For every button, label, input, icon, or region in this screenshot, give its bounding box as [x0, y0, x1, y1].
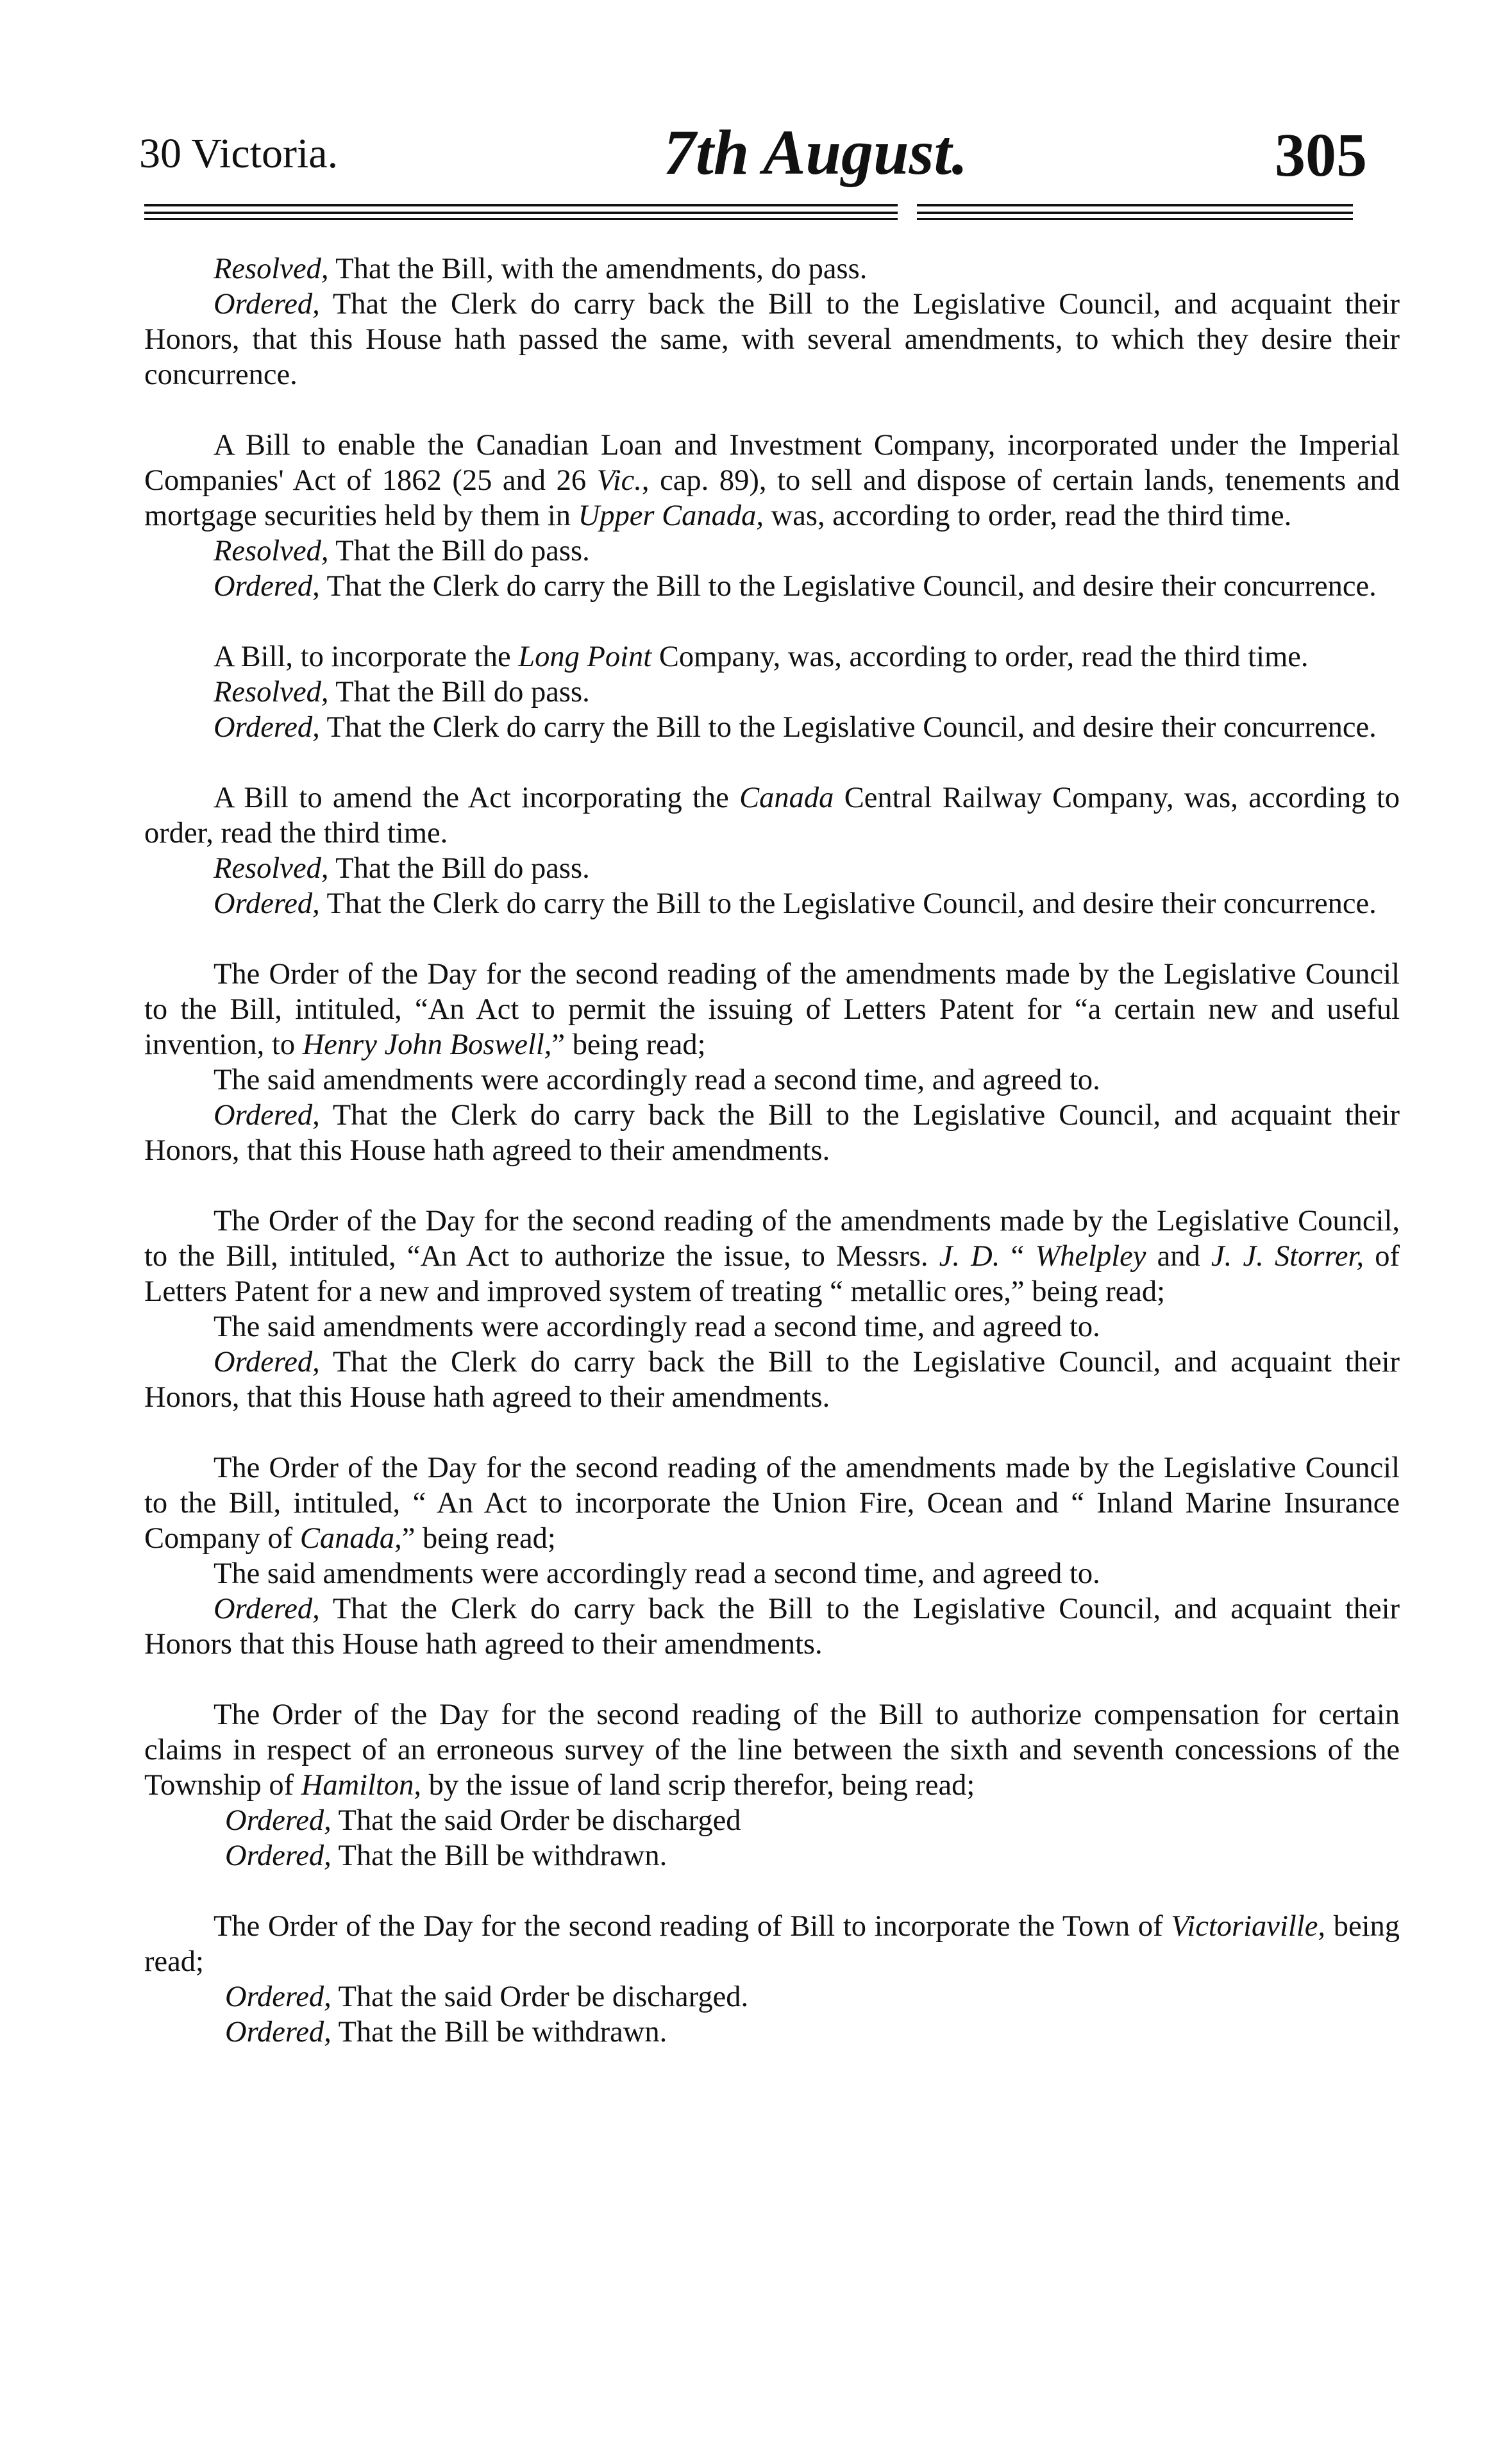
header-rule-right — [917, 204, 1353, 221]
ordered-text: That the Clerk do carry the Bill to the Legislative Council, and desire their concurrence. — [319, 887, 1377, 920]
italic-run: Canada — [739, 782, 834, 814]
resolved-text: That the Bill, with the amendments, do pass. — [328, 253, 868, 285]
entry-paragraph — [144, 639, 1400, 675]
ordered-line — [144, 1345, 1400, 1415]
ordered-line — [144, 886, 1400, 921]
italic-run: Victoriaville, — [1171, 1910, 1325, 1943]
entry-union-fire-insurance — [144, 1450, 1400, 1662]
italic-run: J. J. Storrer, — [1211, 1240, 1364, 1273]
text-run: A Bill to enable the Canadian Loan and Investment Company, incorporated under the Imperial Companies' Act of 1862 (25 and 26 — [144, 429, 1400, 497]
ordered-label: Ordered, — [225, 1981, 331, 2013]
entry-boswell-patent — [144, 957, 1400, 1168]
ordered-text: That the said Order be discharged — [331, 1804, 741, 1837]
ordered-text: That the Clerk do carry back the Bill to the Legislative Council, and acquaint their Honors, that this House hath passed the same, with several amendments, to which they desire their concurrence. — [144, 288, 1400, 391]
ordered-label: Ordered, — [214, 1099, 320, 1132]
text-run: A Bill, to incorporate the — [214, 641, 519, 673]
ordered-label: Ordered, — [214, 711, 320, 744]
text-run: by the issue of land scrip therefor, being read; — [421, 1769, 975, 1802]
ordered-label: Ordered, — [214, 1346, 320, 1379]
entry-whelpley-storrer-patent — [144, 1203, 1400, 1415]
ordered-label: Ordered, — [214, 570, 320, 603]
entry-canada-central-railway-bill — [144, 780, 1400, 921]
ordered-line — [144, 1098, 1400, 1168]
agreed-line: The said amendments were accordingly read a second time, and agreed to. — [214, 1064, 1100, 1096]
resolved-label: Resolved, — [214, 535, 329, 567]
entry-amendments-pass — [144, 251, 1400, 392]
ordered-line — [144, 1979, 1400, 2015]
entry-paragraph — [144, 1203, 1400, 1309]
ordered-text: That the Clerk do carry the Bill to the Legislative Council, and desire their concurrence. — [319, 570, 1377, 603]
agreed-line: The said amendments were accordingly read a second time, and agreed to. — [214, 1311, 1100, 1343]
italic-run: J. D. — [939, 1240, 1000, 1273]
entry-long-point-bill — [144, 639, 1400, 745]
entry-paragraph — [144, 1697, 1400, 1803]
ordered-text: That the Clerk do carry back the Bill to the Legislative Council, and acquaint their Honors, that this House hath agreed to their amendments. — [144, 1346, 1400, 1414]
text-run: was, according to order, read the third time. — [764, 499, 1292, 532]
text-run: Central Railway Company, was, according to order, read the third time. — [144, 782, 1400, 850]
text-run: of Letters Patent for a new and improved system of treating “ metallic ores,” being read; — [144, 1240, 1400, 1308]
ordered-line — [144, 1838, 1400, 1873]
entry-paragraph — [144, 1909, 1400, 1979]
text-run: , cap. 89), to sell and dispose of certain lands, tenements and mortgage securities held by them in — [144, 464, 1400, 532]
ordered-line — [144, 287, 1400, 392]
italic-run: Vic. — [596, 464, 642, 497]
ordered-text: That the Bill be withdrawn. — [331, 2016, 667, 2049]
ordered-line — [144, 710, 1400, 745]
italic-run: Canada, — [299, 1522, 402, 1555]
italic-run: Henry John Boswell, — [302, 1028, 552, 1061]
italic-run: Upper Canada, — [578, 499, 764, 532]
ordered-label: Ordered, — [225, 1840, 331, 1872]
text-run: The Order of the Day for the second reading of the amendments made by the Legislative Council, to the Bill, intituled, “An Act to authorize the issue, to Messrs. — [144, 1205, 1400, 1273]
text-run: ” being read; — [551, 1028, 706, 1061]
entry-canadian-loan-bill — [144, 428, 1400, 604]
resolved-text: That the Bill do pass. — [328, 852, 590, 885]
ordered-label: Ordered, — [225, 2016, 331, 2049]
entry-paragraph — [144, 780, 1400, 851]
journal-body — [144, 251, 1400, 2085]
ordered-line — [144, 1803, 1400, 1838]
page-number: 305 — [1275, 121, 1367, 189]
text-run: being read; — [144, 1910, 1400, 1978]
resolved-label: Resolved, — [214, 253, 329, 285]
italic-run: Hamilton, — [301, 1769, 422, 1802]
resolved-line — [144, 533, 1400, 569]
resolved-line — [144, 251, 1400, 287]
ordered-text: That the Clerk do carry the Bill to the Legislative Council, and desire their concurrence. — [319, 711, 1377, 744]
ordered-label: Ordered, — [225, 1804, 331, 1837]
text-run: The Order of the Day for the second reading of the Bill to authorize compensation for certain claims in respect of an erroneous survey of the line between the sixth and seventh concessions of the Township of — [144, 1698, 1400, 1802]
resolved-label: Resolved, — [214, 852, 329, 885]
resolved-text: That the Bill do pass. — [328, 535, 590, 567]
ordered-text: That the Clerk do carry back the Bill to the Legislative Council, and acquaint their Honors, that this House hath agreed to their amendments. — [144, 1099, 1400, 1167]
running-head-session: 30 Victoria. — [139, 130, 339, 177]
text-run: “ — [1000, 1240, 1036, 1273]
ordered-line — [144, 2015, 1400, 2050]
resolved-label: Resolved, — [214, 676, 329, 708]
agreed-line: The said amendments were accordingly read a second time, and agreed to. — [214, 1557, 1100, 1590]
resolved-text: That the Bill do pass. — [328, 676, 590, 708]
resolved-line — [144, 675, 1400, 710]
entry-hamilton-land-scrip — [144, 1697, 1400, 1873]
entry-paragraph — [144, 1450, 1400, 1556]
ordered-label: Ordered, — [214, 1593, 320, 1625]
italic-run: Whelpley — [1035, 1240, 1146, 1273]
text-run: ” being read; — [401, 1522, 556, 1555]
italic-run: Long Point — [518, 641, 652, 673]
text-run: The Order of the Day for the second reading of the amendments made by the Legislative Council to the Bill, intituled, “ An Act to incorporate the Union Fire, Ocean and “ Inland Marine Insurance Company of — [144, 1452, 1400, 1555]
text-run: A Bill to amend the Act incorporating the — [214, 782, 740, 814]
ordered-label: Ordered, — [214, 288, 320, 321]
text-run: Company, was, according to order, read the third time. — [651, 641, 1309, 673]
ordered-text: That the Clerk do carry back the Bill to the Legislative Council, and acquaint their Honors that this House hath agreed to their amendments. — [144, 1593, 1400, 1661]
ordered-line — [144, 569, 1400, 604]
page-header — [0, 115, 1485, 199]
ordered-text: That the Bill be withdrawn. — [331, 1840, 667, 1872]
entry-paragraph — [144, 957, 1400, 1062]
text-run: The Order of the Day for the second reading of Bill to incorporate the Town of — [214, 1910, 1171, 1943]
text-run: The Order of the Day for the second reading of the amendments made by the Legislative Council to the Bill, intituled, “An Act to permit the issuing of Letters Patent for “a certain new and useful invention, to — [144, 958, 1400, 1061]
ordered-text: That the said Order be discharged. — [331, 1981, 749, 2013]
entry-victoriaville-bill — [144, 1909, 1400, 2050]
text-run: and — [1146, 1240, 1211, 1273]
ordered-line — [144, 1591, 1400, 1662]
running-head-date: 7th August. — [664, 117, 968, 188]
entry-paragraph — [144, 428, 1400, 533]
ordered-label: Ordered, — [214, 887, 320, 920]
header-rule-left — [144, 204, 898, 221]
resolved-line — [144, 851, 1400, 886]
